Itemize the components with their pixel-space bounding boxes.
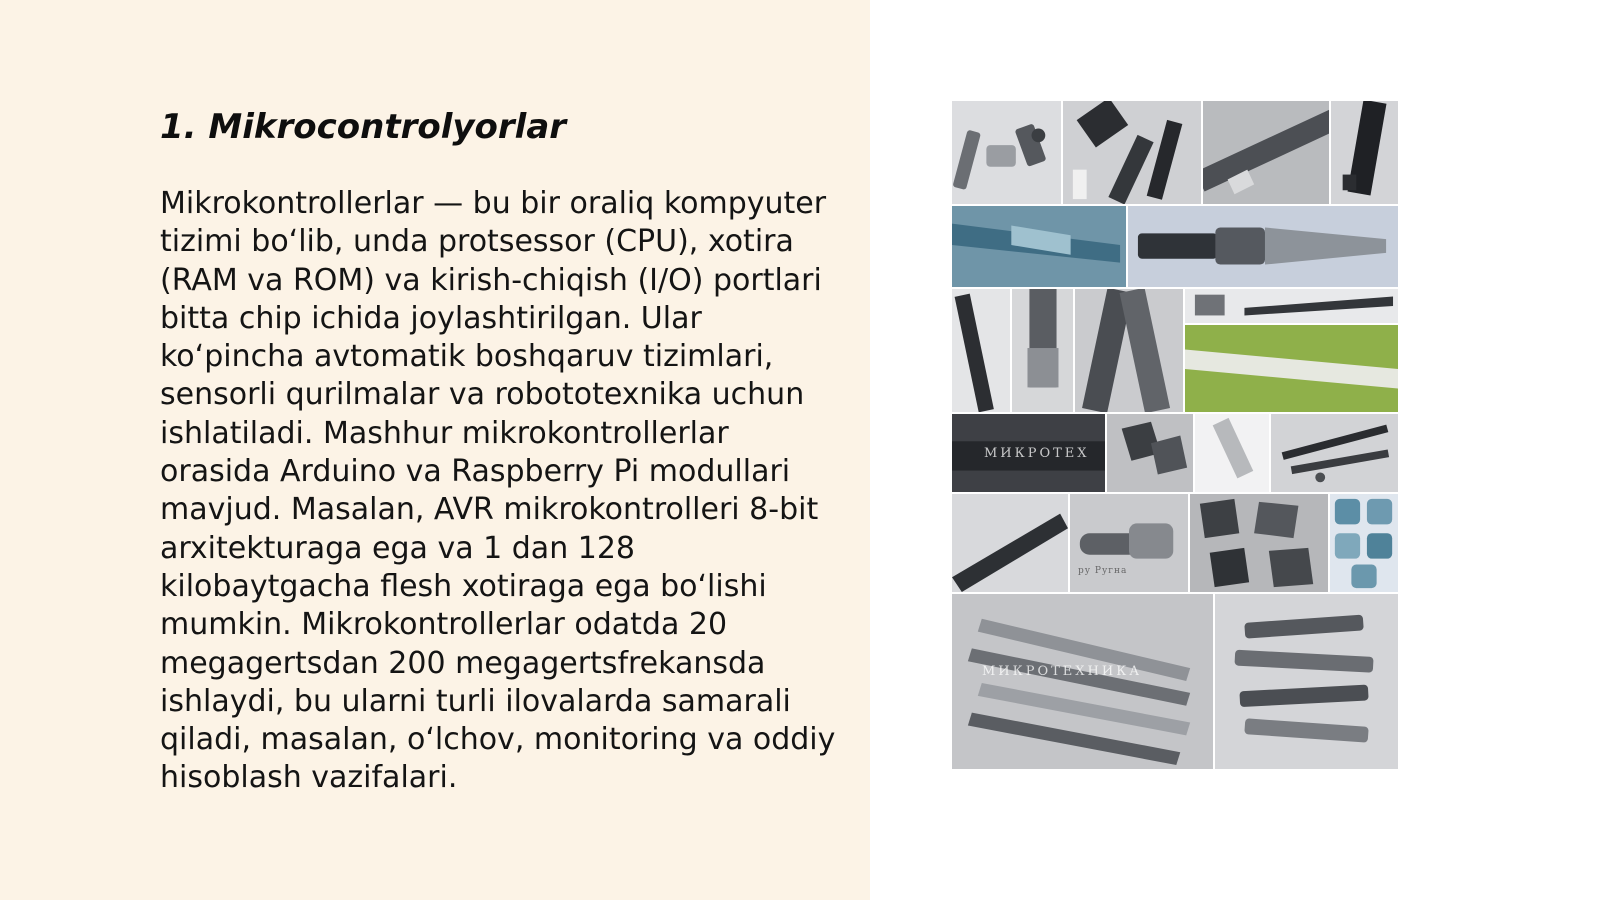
- photo-tile: [951, 493, 1069, 593]
- body-line: sensorli qurilmalar va robototexnika uchun: [160, 377, 805, 413]
- photo-tile: [1194, 413, 1270, 493]
- photo-tile: [1202, 100, 1330, 205]
- body-line: ishlatiladi. Mashhur mikrokontrollerlar: [160, 415, 729, 451]
- body-line: orasida Arduino va Raspberry Pi modullari: [160, 454, 791, 490]
- tile-caption: МИКРОТЕХНИКА: [982, 664, 1143, 679]
- photo-tile: [1062, 100, 1202, 205]
- photo-tile: [1127, 205, 1399, 288]
- body-line: hisoblash vazifalari.: [160, 760, 458, 796]
- body-line: bitta chip ichida joylashtirilgan. Ular: [160, 300, 702, 336]
- body-line: Mikrokontrollerlar — bu bir oraliq kompyuter: [160, 186, 827, 221]
- body-line: qiladi, masalan, o‘lchov, monitoring va oddiy: [160, 722, 836, 758]
- photo-tile: [1011, 288, 1074, 413]
- slide-body: [160, 185, 845, 798]
- cutting-tools-photo-collage: [951, 100, 1399, 770]
- body-line: ko‘pincha avtomatik boshqaruv tizimlari,: [160, 339, 774, 375]
- body-line: (RAM va ROM) va kirish-chiqish (I/O) portlari: [160, 262, 822, 298]
- photo-tile: [1074, 288, 1184, 413]
- tile-caption: МИКРОТЕХ: [984, 446, 1090, 461]
- photo-tile: [1106, 413, 1194, 493]
- photo-tile: [1214, 593, 1399, 770]
- photo-tile: [1069, 493, 1189, 593]
- photo-tile: [1184, 288, 1399, 324]
- photo-tile: [951, 205, 1127, 288]
- photo-tile: [1270, 413, 1399, 493]
- body-line: mavjud. Masalan, AVR mikrokontrolleri 8-bit: [160, 492, 819, 528]
- photo-tile: [951, 593, 1214, 770]
- photo-tile: [1330, 100, 1399, 205]
- body-line: ishlaydi, bu ularni turli ilovalarda samarali: [160, 683, 791, 719]
- body-line: megagertsdan 200 megagertsfrekansda: [160, 645, 766, 681]
- body-line: kilobaytgacha flesh xotiraga ega bo‘lishi: [160, 568, 767, 604]
- photo-tile: [1184, 324, 1399, 413]
- photo-tile: [951, 100, 1062, 205]
- body-line: arxitekturaga ega va 1 dan 128: [160, 530, 636, 566]
- photo-tile: [1329, 493, 1399, 593]
- body-line: tizimi bo‘lib, unda protsessor (CPU), xotira: [160, 224, 794, 260]
- photo-tile: [951, 288, 1011, 413]
- slide-title: 1. Mikrocontrolyorlar: [160, 107, 567, 147]
- photo-tile: [1189, 493, 1329, 593]
- tile-caption: ру Ругна: [1078, 566, 1128, 576]
- photo-tile: [951, 413, 1106, 493]
- body-line: mumkin. Mikrokontrollerlar odatda 20: [160, 607, 728, 643]
